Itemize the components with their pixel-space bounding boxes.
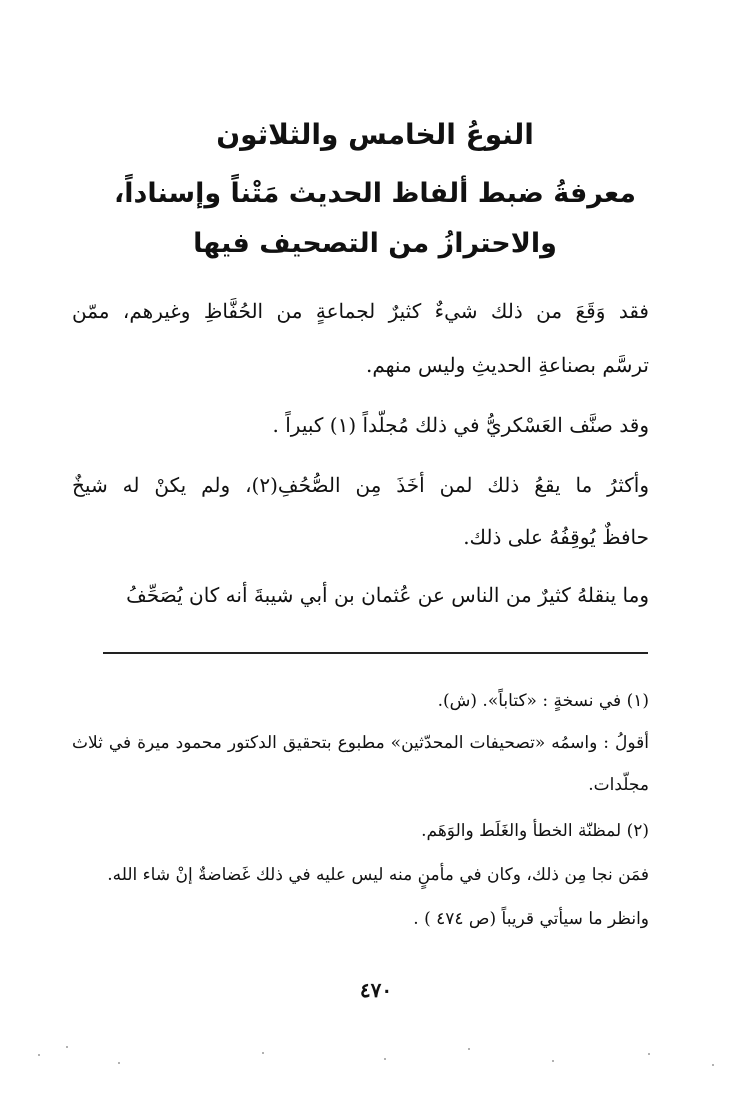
scan-speck [262, 1052, 264, 1054]
footnote-2-continuation: فمَن نجا مِن ذلك، وكان في مأمنٍ منه ليس عليه في ذلك غَضاضةٌ إنْ شاء الله. [107, 865, 649, 885]
footnote-1-comment-line-1: أقولُ : واسمُه «تصحيفات المحدّثين» مطبوع بتحقيق الدكتور محمود ميرة في ثلاث [72, 733, 649, 753]
footnote-1-comment-line-2: مجلّدات. [588, 775, 649, 795]
page-number: ٤٧٠ [359, 978, 393, 1002]
paragraph-4: وما ينقلهُ كثيرٌ من الناس عن عُثمان بن أبي شيبةَ أنه كان يُصَحِّفُ [126, 583, 649, 607]
scan-specks [0, 1040, 752, 1070]
paragraph-1-line-1: فقد وَقَعَ من ذلك شيءٌ كثيرٌ لجماعةٍ من الحُفَّاظِ وغيرهم، ممّن [72, 299, 649, 323]
chapter-subtitle-line-1: معرفةُ ضبط ألفاظ الحديث مَتْناً وإسناداً، [113, 178, 637, 209]
scan-speck [118, 1062, 120, 1064]
scan-speck [384, 1058, 386, 1060]
scan-speck [38, 1054, 40, 1056]
scan-speck [712, 1064, 714, 1066]
chapter-subtitle-line-2: والاحترازُ من التصحيف فيها [193, 228, 557, 259]
paragraph-2: وقد صنَّف العَسْكريُّ في ذلك مُجلّداً (١) كبيراً . [272, 413, 649, 437]
scan-speck [468, 1048, 470, 1050]
footnote-separator [103, 652, 648, 654]
footnote-2-reference: وانظر ما سيأتي قريباً (ص ٤٧٤ ) . [413, 909, 649, 929]
footnote-2: (٢) لمظنّة الخطأ والغَلَط والوَهَم. [421, 821, 649, 841]
chapter-title: النوعُ الخامس والثلاثون [216, 118, 534, 151]
footnote-1: (١) في نسخةٍ : «كتاباً». (ش). [437, 691, 649, 711]
paragraph-3-line-1: وأكثرُ ما يقعُ ذلك لمن أخَذَ مِن الصُّحُفِ(٢)، ولم يكنْ له شيخٌ [72, 473, 649, 497]
scan-speck [66, 1046, 68, 1048]
scan-speck [552, 1060, 554, 1062]
paragraph-1-line-2: ترسَّم بصناعةِ الحديثِ وليس منهم. [366, 353, 649, 377]
paragraph-3-line-2: حافظٌ يُوقِفُهُ على ذلك. [463, 525, 649, 549]
scan-speck [648, 1053, 650, 1055]
